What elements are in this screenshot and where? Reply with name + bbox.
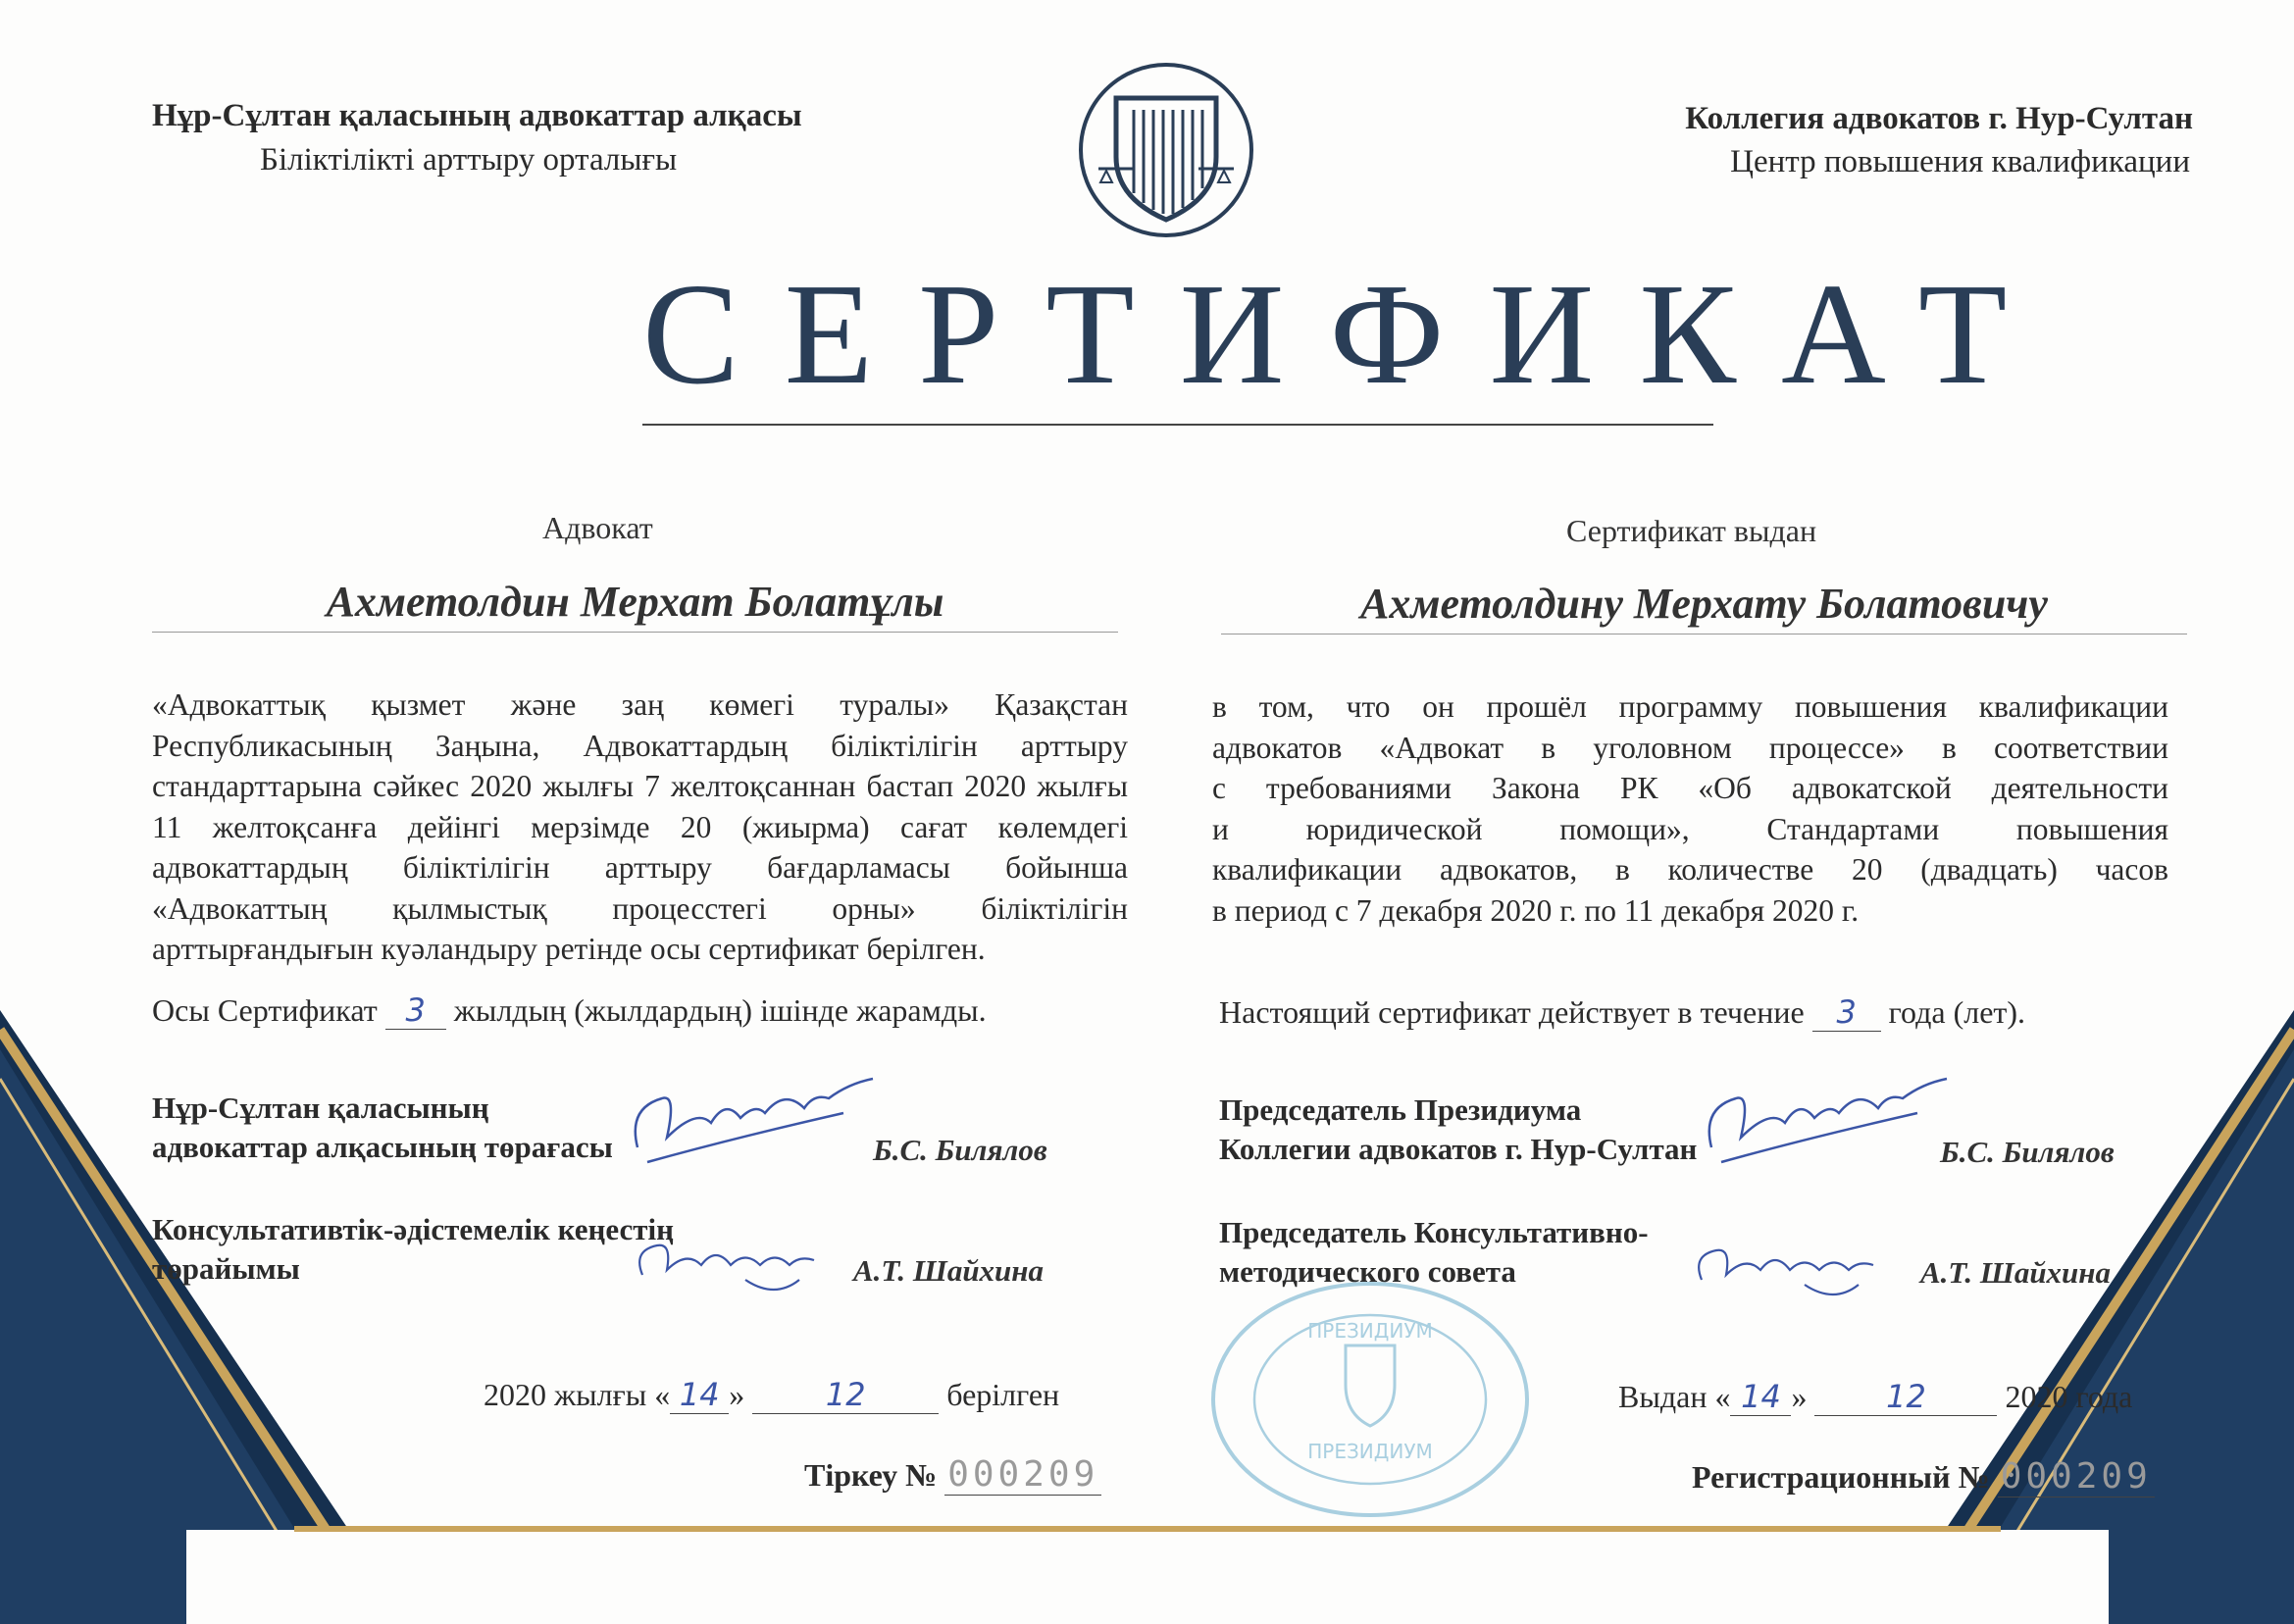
right-date-prefix: Выдан « <box>1618 1379 1731 1414</box>
left-validity-after: жылдың (жылдардың) ішінде жарамды. <box>453 992 987 1028</box>
left-sig1-role-line1: Нұр-Сұлтан қаласының <box>152 1091 489 1125</box>
title-underline <box>642 424 1713 426</box>
left-para-line: «Адвокаттық қызмет және заң көмегі туралы» Қазақстан <box>152 687 1128 722</box>
header-left-line2: Біліктілікті арттыру орталығы <box>260 142 678 178</box>
left-issue-date <box>484 1376 1059 1414</box>
left-recipient-name: Ахметолдин Мерхат Болатұлы <box>326 578 944 626</box>
right-sig2-role-line1: Председатель Консультативно- <box>1219 1215 1649 1249</box>
right-sig2-role-line2: методического совета <box>1219 1254 1516 1289</box>
right-registration <box>1692 1456 2155 1497</box>
left-sig1-name: Б.С. Билялов <box>873 1133 1047 1167</box>
left-para-line: арттырғандығын куәландыру ретінде осы сертификат берілген. <box>152 932 986 966</box>
right-date-suffix: 2020 года <box>2005 1379 2133 1414</box>
right-label: Сертификат выдан <box>1566 513 1817 548</box>
left-date-day: 14 <box>670 1376 729 1414</box>
emblem-logo <box>1077 61 1255 239</box>
left-registration <box>804 1454 1101 1496</box>
left-validity-value: 3 <box>385 991 446 1030</box>
right-sig1-role-line2: Коллегии адвокатов г. Нур-Султан <box>1219 1132 1698 1166</box>
right-para-line: с требованиями Закона РК «Об адвокатской деятельности <box>1212 771 2168 805</box>
right-date-mid: » <box>1791 1379 1808 1414</box>
left-sig2-role-line1: Консультативтік-әдістемелік кеңестің <box>152 1212 674 1246</box>
right-para-line: адвокатов «Адвокат в уголовном процессе» в соответствии <box>1212 730 2168 765</box>
left-sig2-role <box>152 1210 674 1289</box>
right-para-line: квалификации адвокатов, в количестве 20 (двадцать) часов <box>1212 852 2168 887</box>
header-right-line1: Коллегия адвокатов г. Нур-Султан <box>1685 101 2193 136</box>
left-sig1-role-line2: адвокаттар алқасының төрағасы <box>152 1130 613 1164</box>
left-para-line: адвокаттардың біліктілігін арттыру бағдарламасы бойынша <box>152 850 1128 885</box>
right-sig1-role-line1: Председатель Президиума <box>1219 1092 1582 1127</box>
left-validity <box>152 991 987 1030</box>
certificate-title: СЕРТИФИКАТ <box>642 254 2053 415</box>
header-left-line1: Нұр-Сұлтан қаласының адвокаттар алқасы <box>152 98 802 133</box>
left-para-line: «Адвокаттың қылмыстық процесстегі орны» біліктілігін <box>152 890 1128 926</box>
left-date-prefix: 2020 жылғы « <box>484 1377 671 1412</box>
official-stamp <box>1208 1277 1532 1522</box>
bottom-gold-line <box>294 1526 2001 1532</box>
right-reg-number: 000209 <box>1998 1456 2155 1497</box>
left-para-line: стандарттарына сәйкес 2020 жылғы 7 желтоқсаннан бастап 2020 жылғы <box>152 769 1128 803</box>
right-validity-value: 3 <box>1812 993 1881 1032</box>
right-validity-after: года (лет). <box>1888 994 2026 1030</box>
left-signature-bilyalov <box>618 1069 912 1177</box>
left-reg-number: 000209 <box>944 1454 1101 1496</box>
left-name-rule <box>152 632 1118 633</box>
left-date-mid: » <box>729 1377 745 1412</box>
right-para-line: и юридической помощи», Стандартами повышения <box>1212 811 2168 846</box>
right-paragraph <box>1212 686 2168 931</box>
right-validity <box>1219 993 2025 1032</box>
right-sig1-role <box>1219 1091 1697 1169</box>
right-sig2-name: А.Т. Шайхина <box>1920 1255 2112 1290</box>
left-label: Адвокат <box>542 510 653 545</box>
header-right-line2: Центр повышения квалификации <box>1730 144 2190 179</box>
left-para-line: 11 желтоқсанға дейінгі мерзімде 20 (жиырма) сағат көлемдегі <box>152 809 1128 844</box>
right-recipient-name: Ахметолдину Мерхату Болатовичу <box>1360 580 2048 628</box>
left-sig1-role <box>152 1089 613 1167</box>
left-reg-label: Тіркеу № <box>804 1457 938 1493</box>
left-signature-shaikhina <box>628 1221 843 1309</box>
left-paragraph <box>152 685 1128 970</box>
right-para-line: в период с 7 декабря 2020 г. по 11 декабря 2020 г. <box>1212 892 1860 928</box>
left-sig2-name: А.Т. Шайхина <box>853 1253 1045 1288</box>
left-date-suffix: берілген <box>946 1377 1060 1412</box>
right-signature-shaikhina <box>1687 1226 1903 1314</box>
right-sig1-name: Б.С. Билялов <box>1940 1135 2115 1169</box>
stamp-text-bottom: ПРЕЗИДИУМ <box>1307 1440 1433 1463</box>
right-date-day: 14 <box>1730 1378 1791 1416</box>
right-para-line: в том, что он прошёл программу повышения квалификации <box>1212 689 2168 724</box>
right-date-month: 12 <box>1814 1378 1997 1416</box>
right-issue-date <box>1618 1378 2132 1416</box>
bottom-card <box>186 1530 2109 1624</box>
left-sig2-role-line2: төрайымы <box>152 1251 300 1286</box>
left-validity-before: Осы Сертификат <box>152 992 378 1028</box>
left-para-line: Республикасының Заңына, Адвокаттардың біліктілігін арттыру <box>152 728 1128 763</box>
left-date-month: 12 <box>752 1376 939 1414</box>
right-validity-before: Настоящий сертификат действует в течение <box>1219 994 1805 1030</box>
right-reg-label: Регистрационный № <box>1692 1459 1990 1495</box>
stamp-text-top: ПРЕЗИДИУМ <box>1307 1319 1433 1343</box>
